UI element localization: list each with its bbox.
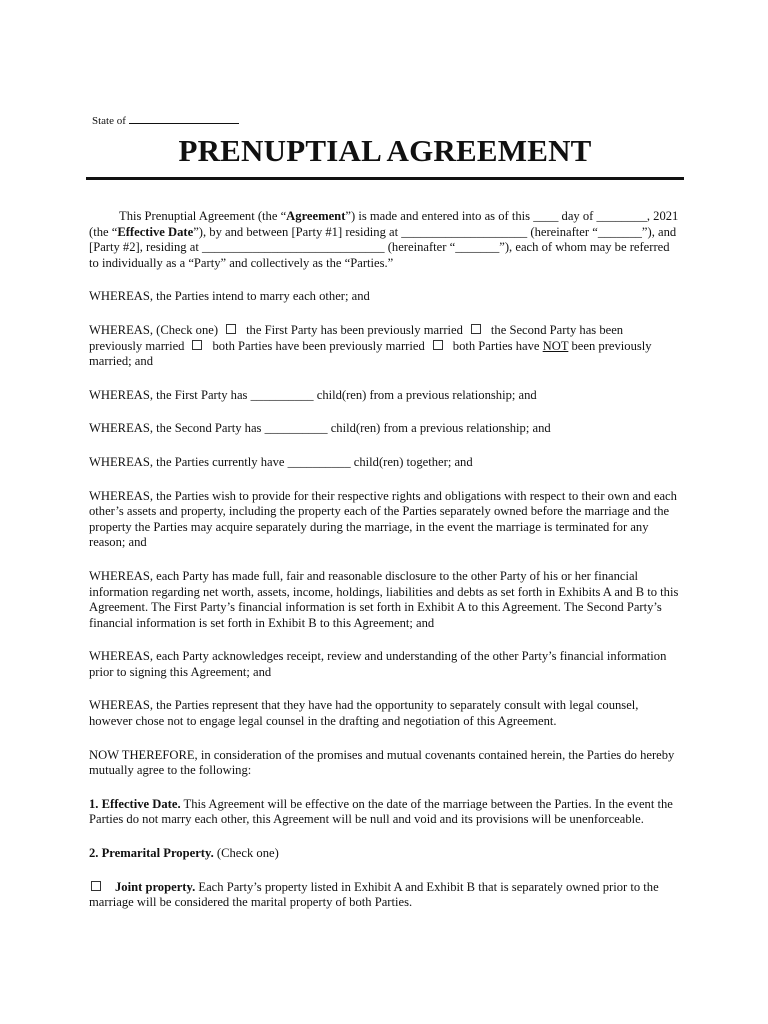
state-blank[interactable] <box>129 113 239 124</box>
section-1-heading: 1. Effective Date. <box>89 796 181 811</box>
state-line <box>92 113 239 127</box>
checkbox-neither-married[interactable] <box>433 340 443 350</box>
joint-property-heading: Joint property. <box>115 879 196 894</box>
agreement-body <box>89 209 679 929</box>
not-emphasis: NOT <box>542 338 569 353</box>
whereas-counsel: WHEREAS, the Parties represent that they have had the opportunity to separately consult with legal counsel, however chose not to engage legal counsel in the drafting and negotiation of this Agreement. <box>89 698 639 729</box>
whereas-first-party-children: WHEREAS, the First Party has __________ child(ren) from a previous relationship; and <box>89 387 537 402</box>
whereas-previous-marriage: WHEREAS, (Check one) the First Party has been previously married the Second Party has been previously married both Parties have been previously married both Parties have NOT been previously married; and <box>89 322 652 369</box>
section-effective-date: 1. Effective Date. This Agreement will be effective on the date of the marriage between the Parties. In the event the Parties do not marry each other, this Agreement will be null and void and its provisions will be unenforceable. <box>89 796 673 827</box>
checkbox-second-party-married[interactable] <box>471 324 481 334</box>
checkbox-joint-property[interactable] <box>91 881 101 891</box>
whereas-disclosure: WHEREAS, each Party has made full, fair and reasonable disclosure to the other Party of his or her financial information regarding net worth, assets, income, holdings, liabilities and debts as set forth in Exhibits A and B to this Agreement. The First Party’s financial information is set forth in Exhibit A to this Agreement. The Second Party’s financial information is set forth in Exhibit B to this Agreement; and <box>89 568 679 630</box>
whereas-second-party-children: WHEREAS, the Second Party has __________ child(ren) from a previous relationship; and <box>89 421 551 436</box>
whereas-acknowledge: WHEREAS, each Party acknowledges receipt, review and understanding of the other Party’s financial information prior to signing this Agreement; and <box>89 649 667 679</box>
page-title: PRENUPTIAL AGREEMENT <box>178 133 592 168</box>
section-premarital-property: 2. Premarital Property. (Check one) <box>89 846 279 861</box>
whereas-marry: WHEREAS, the Parties intend to marry each other; and <box>89 289 370 304</box>
whereas-rights: WHEREAS, the Parties wish to provide for their respective rights and obligations with respect to their own and each other’s assets and property, including the property each of the Parties separately owned before the marriage and the property the Parties may acquire separately during the marriage, in the event the marriage is terminated for any reason; and <box>89 488 677 550</box>
whereas-children-together: WHEREAS, the Parties currently have __________ child(ren) together; and <box>89 454 473 469</box>
checkbox-first-party-married[interactable] <box>226 324 236 334</box>
option-joint-property: Joint property. Each Party’s property listed in Exhibit A and Exhibit B that is separately owned prior to the marriage will be considered the marital property of both Parties. <box>89 879 659 910</box>
effective-date-term: Effective Date <box>117 224 194 239</box>
checkbox-both-married[interactable] <box>192 340 202 350</box>
title-divider <box>86 177 684 180</box>
state-label: State of <box>92 115 126 127</box>
agreement-term: Agreement <box>286 209 346 223</box>
section-2-heading: 2. Premarital Property. <box>89 846 214 861</box>
intro-paragraph: This Prenuptial Agreement (the “Agreement”) is made and entered into as of this ____ day of ________, 2021 (the “Effective Date”), by and between [Party #1] residing at ____________________ (hereinafter “_______”), and [Party #2], residing at _____________________________ (hereinafter “_______”), each of whom may be referred to individually as a “Party” and collectively as the “Parties.” <box>89 209 679 270</box>
now-therefore: NOW THEREFORE, in consideration of the promises and mutual covenants contained herein, the Parties do hereby mutually agree to the following: <box>89 747 675 778</box>
